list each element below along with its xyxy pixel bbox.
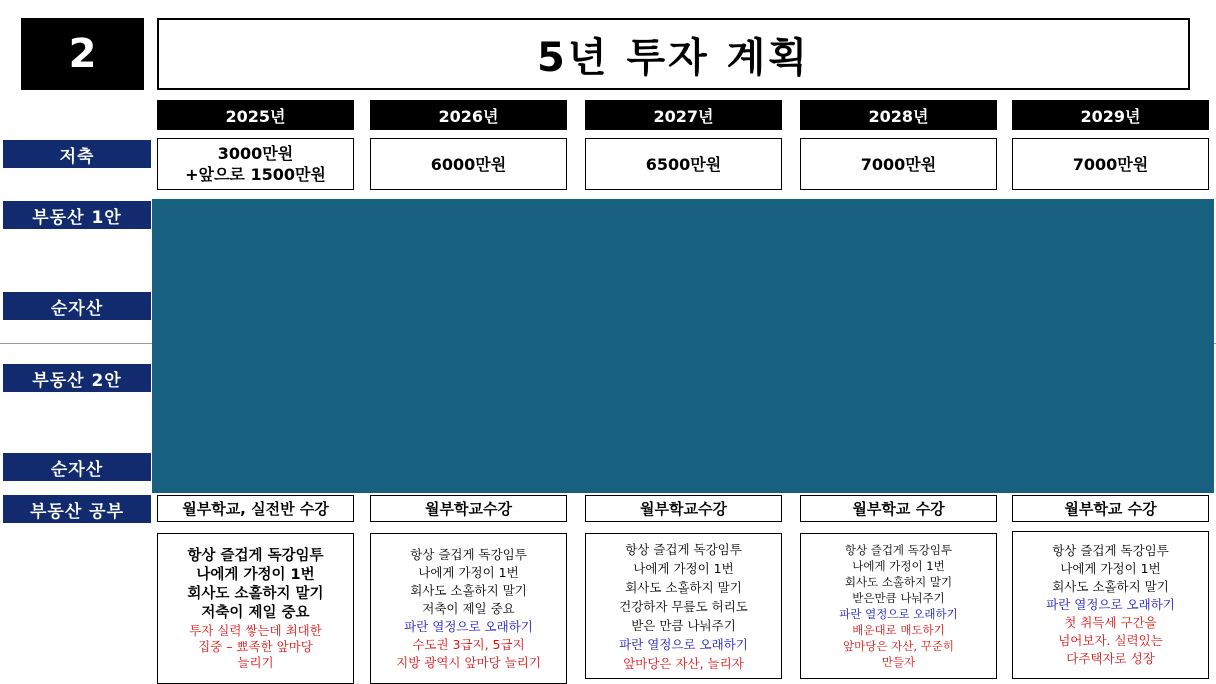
savings-extra: +앞으로 1500만원 xyxy=(185,165,326,184)
row-label-realestate-2: 부동산 2안 xyxy=(3,364,151,392)
savings-cell-2025 xyxy=(157,138,354,190)
savings-cell-2026 xyxy=(370,138,567,190)
note-line: 다주택자로 성장 xyxy=(1066,651,1155,666)
note-line: 회사도 소홀하지 말기 xyxy=(1052,579,1169,594)
note-line: 앞마당은 자산, 꾸준히 xyxy=(843,639,954,653)
note-line: 항상 즐겁게 독강임투 xyxy=(625,541,742,557)
note-line: 집중 – 뾰족한 앞마당 xyxy=(198,638,313,654)
note-line: 받은 만큼 나눠주기 xyxy=(631,617,736,633)
row-label-savings: 저축 xyxy=(3,140,151,168)
savings-cell-2028 xyxy=(800,138,997,190)
note-line: 회사도 소홀하지 말기 xyxy=(844,575,953,589)
note-line: 파란 열정으로 오래하기 xyxy=(619,636,748,652)
notes-box-2029 xyxy=(1012,531,1209,679)
savings-value: 3000만원 xyxy=(217,144,294,163)
year-header-2026: 2026년 xyxy=(370,100,567,130)
note-line: 나에게 가정이 1번 xyxy=(418,564,519,580)
note-line: 파란 열정으로 오래하기 xyxy=(839,607,958,621)
note-line: 항상 즐겁게 독강임투 xyxy=(844,543,953,557)
note-line: 투자 실력 쌓는데 최대한 xyxy=(189,622,322,638)
note-line: 회사도 소홀하지 말기 xyxy=(187,585,324,602)
note-line: 항상 즐겁게 독강임투 xyxy=(1052,543,1169,558)
note-line: 넘어보자. 실력있는 xyxy=(1058,633,1163,648)
year-header-2028: 2028년 xyxy=(800,100,997,130)
year-header-2027: 2027년 xyxy=(585,100,782,130)
note-line: 회사도 소홀하지 말기 xyxy=(410,582,527,598)
row-label-realestate-1: 부동산 1안 xyxy=(3,201,151,229)
savings-value: 6500만원 xyxy=(645,154,722,174)
note-line: 만들자 xyxy=(881,655,916,669)
study-cell-2026: 월부학교수강 xyxy=(370,495,567,522)
row-label-net-assets-1: 순자산 xyxy=(3,292,151,320)
study-cell-2028: 월부학교 수강 xyxy=(800,495,997,522)
savings-value: 7000만원 xyxy=(860,154,937,174)
notes-box-2025 xyxy=(157,533,354,684)
note-line: 회사도 소홀하지 말기 xyxy=(625,579,742,595)
note-line: 건강하자 무릎도 허리도 xyxy=(619,598,748,614)
savings-cell-2029 xyxy=(1012,138,1209,190)
note-line: 나에게 가정이 1번 xyxy=(633,560,734,576)
note-line: 배운대로 매도하기 xyxy=(852,623,945,637)
study-cell-2027: 월부학교수강 xyxy=(585,495,782,522)
note-line: 나에게 가정이 1번 xyxy=(1060,561,1161,576)
page-title: 5년 투자 계획 xyxy=(157,18,1190,90)
study-cell-2025: 월부학교, 실전반 수강 xyxy=(157,495,354,522)
savings-value: 7000만원 xyxy=(1072,154,1149,174)
row-label-net-assets-2: 순자산 xyxy=(3,453,151,481)
note-line: 파란 열정으로 오래하기 xyxy=(1046,597,1175,612)
study-cell-2029: 월부학교 수강 xyxy=(1012,495,1209,522)
note-line: 지방 광역시 앞마당 늘리기 xyxy=(396,654,541,670)
note-line: 저축이 제일 중요 xyxy=(422,600,515,616)
notes-box-2028 xyxy=(800,533,997,679)
note-line: 받은만큼 나눠주기 xyxy=(852,591,945,605)
note-line: 수도권 3급지, 5급지 xyxy=(412,636,525,652)
note-line: 앞마당은 자산, 늘리자 xyxy=(623,655,744,671)
section-number: 2 xyxy=(21,18,144,90)
note-line: 항상 즐겁게 독강임투 xyxy=(187,547,324,564)
divider-line xyxy=(0,343,152,344)
year-header-2029: 2029년 xyxy=(1012,100,1209,130)
note-line: 파란 열정으로 오래하기 xyxy=(404,618,533,634)
notes-box-2026 xyxy=(370,533,567,684)
note-line: 항상 즐겁게 독강임투 xyxy=(410,546,527,562)
note-line: 늘리기 xyxy=(237,654,274,670)
note-line: 첫 취득세 구간을 xyxy=(1064,615,1157,630)
notes-box-2027 xyxy=(585,533,782,679)
year-header-2025: 2025년 xyxy=(157,100,354,130)
savings-value: 6000만원 xyxy=(430,154,507,174)
row-label-study: 부동산 공부 xyxy=(3,495,151,523)
note-line: 나에게 가정이 1번 xyxy=(852,559,945,573)
note-line: 나에게 가정이 1번 xyxy=(196,566,315,583)
savings-cell-2027 xyxy=(585,138,782,190)
redacted-block xyxy=(152,199,1214,493)
note-line: 저축이 제일 중요 xyxy=(201,604,310,621)
